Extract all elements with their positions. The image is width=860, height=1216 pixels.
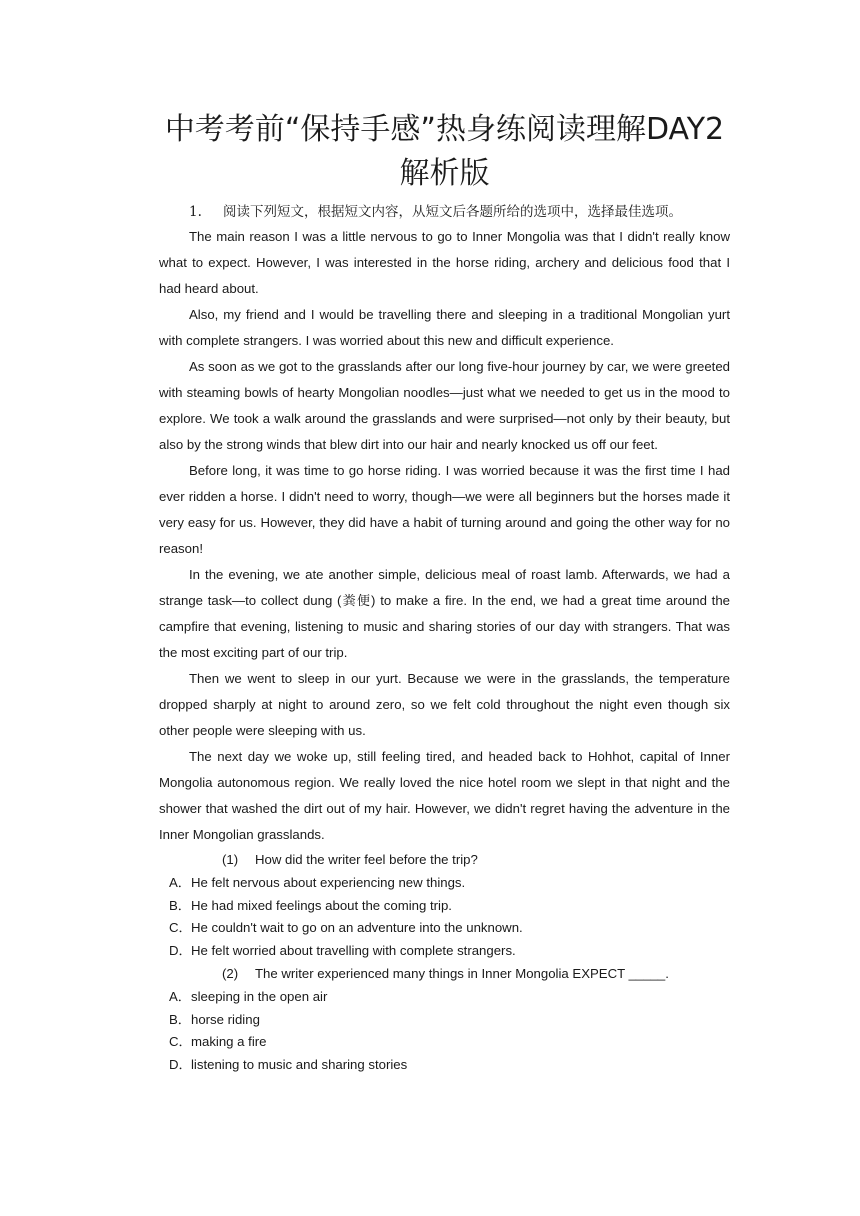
question-number: (1) xyxy=(222,852,239,867)
question-text: The writer experienced many things in Inner Mongolia EXPECT _____. xyxy=(255,966,669,981)
option-c xyxy=(169,917,730,940)
option-letter: B． xyxy=(169,1011,191,1027)
passage-paragraph: In the evening, we ate another simple, delicious meal of roast lamb. Afterwards, we had a strange task—to collect dung (粪便) to make a fire. In the end, we had a great time around the campfire that evening, listening to music and sharing stories of our day with strangers. That was the most exciting part of our trip. xyxy=(159,567,730,660)
option-a xyxy=(169,986,730,1009)
option-list xyxy=(169,872,730,962)
passage-paragraph: The main reason I was a little nervous to go to Inner Mongolia was that I didn't really know what to expect. However, I was interested in the horse riding, archery and delicious food that I had heard about. xyxy=(159,229,730,296)
passage-paragraph: Then we went to sleep in our yurt. Because we were in the grasslands, the temperature dropped sharply at night to around zero, so we felt cold throughout the night even though six other people were sleeping with us. xyxy=(159,671,730,738)
passage-paragraph: As soon as we got to the grasslands after our long five-hour journey by car, we were greeted with steaming bowls of hearty Mongolian noodles—just what we needed to get us in the mood to explore. We took a walk around the grasslands and were surprised—not only by their beauty, but also by the strong winds that blew dirt into our hair and nearly knocked us off our feet. xyxy=(159,359,730,452)
question-2 xyxy=(159,962,730,1076)
option-b xyxy=(169,1009,730,1032)
option-text: He felt worried about travelling with complete strangers. xyxy=(191,942,516,958)
document-title xyxy=(129,108,760,196)
option-text: He felt nervous about experiencing new things. xyxy=(191,875,466,890)
option-text: listening to music and sharing stories xyxy=(191,1056,408,1072)
passage-paragraph: The next day we woke up, still feeling tired, and headed back to Hohhot, capital of Inner Mongolia autonomous region. We really loved the nice hotel room we slept in that night and the shower that washed the dirt out of my hair. However, we didn't regret having the adventure in the Inner Mongolian grasslands. xyxy=(159,749,730,842)
option-d xyxy=(169,940,730,963)
option-d xyxy=(169,1054,730,1077)
question-stem xyxy=(159,962,730,986)
title-line-2: 解析版 xyxy=(399,156,490,191)
question-stem xyxy=(159,848,730,872)
option-text: sleeping in the open air xyxy=(191,989,328,1004)
option-text: He couldn't wait to go on an adventure into the unknown. xyxy=(191,920,523,935)
option-letter: C． xyxy=(169,920,192,935)
option-letter: A． xyxy=(169,989,191,1004)
title-line-1: 中考考前“保持手感”热身练阅读理解DAY2 xyxy=(164,112,725,147)
option-letter: B． xyxy=(169,897,191,913)
instruction-number: 1. xyxy=(189,204,202,220)
option-b xyxy=(169,895,730,918)
option-text: horse riding xyxy=(191,1011,260,1027)
option-list xyxy=(169,986,730,1076)
document-page xyxy=(159,108,730,1076)
option-letter: A． xyxy=(169,875,191,890)
instruction-text: 阅读下列短文，根据短文内容，从短文后各题所给的选项中，选择最佳选项。 xyxy=(223,204,682,220)
option-letter: D． xyxy=(169,1056,192,1072)
option-text: making a fire xyxy=(191,1034,267,1049)
question-text: How did the writer feel before the trip? xyxy=(255,852,478,867)
option-letter: D． xyxy=(169,942,192,958)
option-letter: C． xyxy=(169,1034,192,1049)
instruction xyxy=(159,200,730,224)
passage-paragraph: Also, my friend and I would be travelling there and sleeping in a traditional Mongolian yurt with complete strangers. I was worried about this new and difficult experience. xyxy=(159,307,730,348)
question-1 xyxy=(159,848,730,962)
passage-paragraph: Before long, it was time to go horse riding. I was worried because it was the first time I had ever ridden a horse. I didn't need to worry, though—we were all beginners but the horses made it very easy for us. However, they did have a habit of turning around and going the other way for no reason! xyxy=(159,463,730,556)
question-number: (2) xyxy=(222,966,239,981)
passage xyxy=(159,224,730,848)
option-text: He had mixed feelings about the coming trip. xyxy=(191,897,452,913)
option-c xyxy=(169,1031,730,1054)
option-a xyxy=(169,872,730,895)
